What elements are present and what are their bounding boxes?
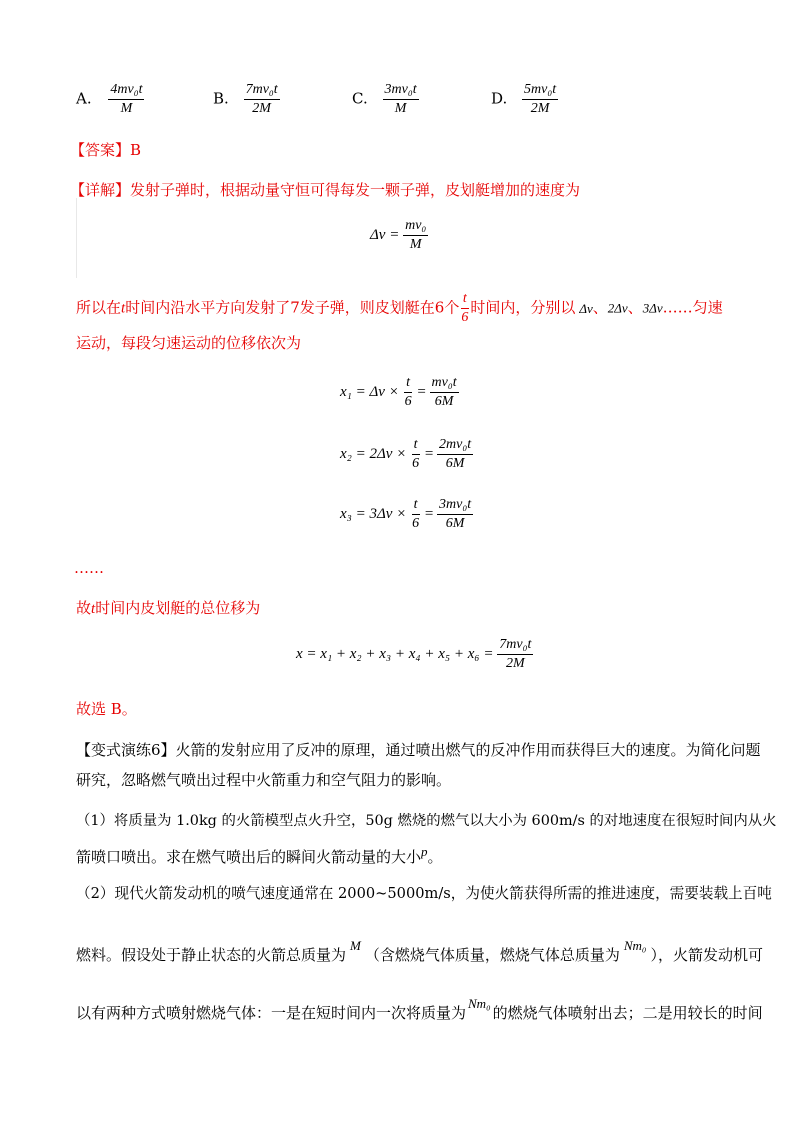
detail-line-4: 故t时间内皮划艇的总位移为 bbox=[76, 599, 261, 617]
option-d-fraction: $\frac{\text{5mv₀t}}{2M}$ bbox=[524, 82, 557, 116]
conclusion: 故选 B。 bbox=[76, 700, 137, 718]
option-a bbox=[76, 82, 144, 117]
answer-value: B bbox=[130, 141, 142, 159]
question-2-line-2: 燃料。假设处于静止状态的火箭总质量为M（含燃烧气体质量，燃烧气体总质量为Nm₀），火箭发动机可 bbox=[76, 938, 763, 964]
option-b bbox=[213, 82, 280, 117]
equation-total: x = x₁ + x₂ + x₃ + x₄ + x₅ + x₆ = $\frac{\text{7mv₀t}}{2M}$ bbox=[296, 637, 532, 671]
detail-line-1: 【详解】发射子弹时，根据动量守恒可得每发一颗子弹，皮划艇增加的速度为 bbox=[70, 181, 581, 199]
option-c-fraction: $\frac{\text{3mv₀t}}{M}$ bbox=[384, 82, 417, 116]
question-2-line-3: 以有两种方式喷射燃烧气体：一是在短时间内一次将质量为Nm₀的燃烧气体喷射出去；二是用较长的时间 bbox=[76, 996, 763, 1022]
equation-x2: x₂ = 2Δv × $\frac{t}{6}$ = $\frac{\text{2mv₀t}}{6M}$ bbox=[340, 437, 472, 471]
question-1-line-1: （1）将质量为 1.0kg 的火箭模型点火升空，50g 燃烧的燃气以大小为 600m/s 的对地速度在很短时间内从火 bbox=[76, 813, 777, 829]
question-1-line-2: 箭喷口喷出。求在燃气喷出后的瞬间火箭动量的大小p。 bbox=[76, 844, 443, 866]
option-b-fraction: $\frac{\text{7mv₀t}}{2M}$ bbox=[245, 82, 278, 116]
question-2-line-1: （2）现代火箭发动机的喷气速度通常在 2000~5000m/s，为使火箭获得所需的推进速度，需要装载上百吨 bbox=[76, 885, 772, 902]
detail-line-2: 所以在t时间内沿水平方向发射了7发子弹，则皮划艇在6个 $\frac{t}{6}$ 时间内，分别以 Δv、2Δv、3Δv……匀速 bbox=[76, 291, 723, 325]
option-c bbox=[352, 82, 419, 117]
detail-tag: 【详解】 bbox=[70, 181, 131, 199]
option-b-label: B. bbox=[213, 89, 229, 108]
margin-bar bbox=[76, 198, 77, 278]
equation-delta-v: Δv = $\frac{\text{mv₀}}{M}$ bbox=[370, 218, 427, 252]
exercise-line-1: 【变式演练6】火箭的发射应用了反冲的原理，通过喷出燃气的反冲作用而获得巨大的速度。为简化问题 bbox=[76, 741, 761, 759]
equation-x1: x₁ = Δv × $\frac{t}{6}$ = $\frac{\text{mv₀t}}{6M}$ bbox=[340, 375, 457, 409]
option-d-label: D. bbox=[491, 89, 508, 108]
t-over-6-fraction: $\frac{t}{6}$ bbox=[461, 291, 469, 325]
answer bbox=[70, 138, 141, 162]
option-a-fraction: $\frac{\text{4mv₀t}}{M}$ bbox=[110, 82, 143, 116]
option-c-label: C. bbox=[352, 89, 368, 108]
exercise-line-2: 研究，忽略燃气喷出过程中火箭重力和空气阻力的影响。 bbox=[76, 771, 452, 789]
option-a-label: A. bbox=[76, 89, 92, 108]
ellipsis: …… bbox=[74, 559, 104, 577]
option-d bbox=[491, 82, 558, 117]
answer-tag: 【答案】 bbox=[70, 141, 131, 159]
exercise-tag: 【变式演练6】 bbox=[76, 741, 176, 759]
equation-x3: x₃ = 3Δv × $\frac{t}{6}$ = $\frac{\text{3mv₀t}}{6M}$ bbox=[340, 497, 472, 531]
detail-line-3: 运动，每段匀速运动的位移依次为 bbox=[76, 334, 302, 352]
